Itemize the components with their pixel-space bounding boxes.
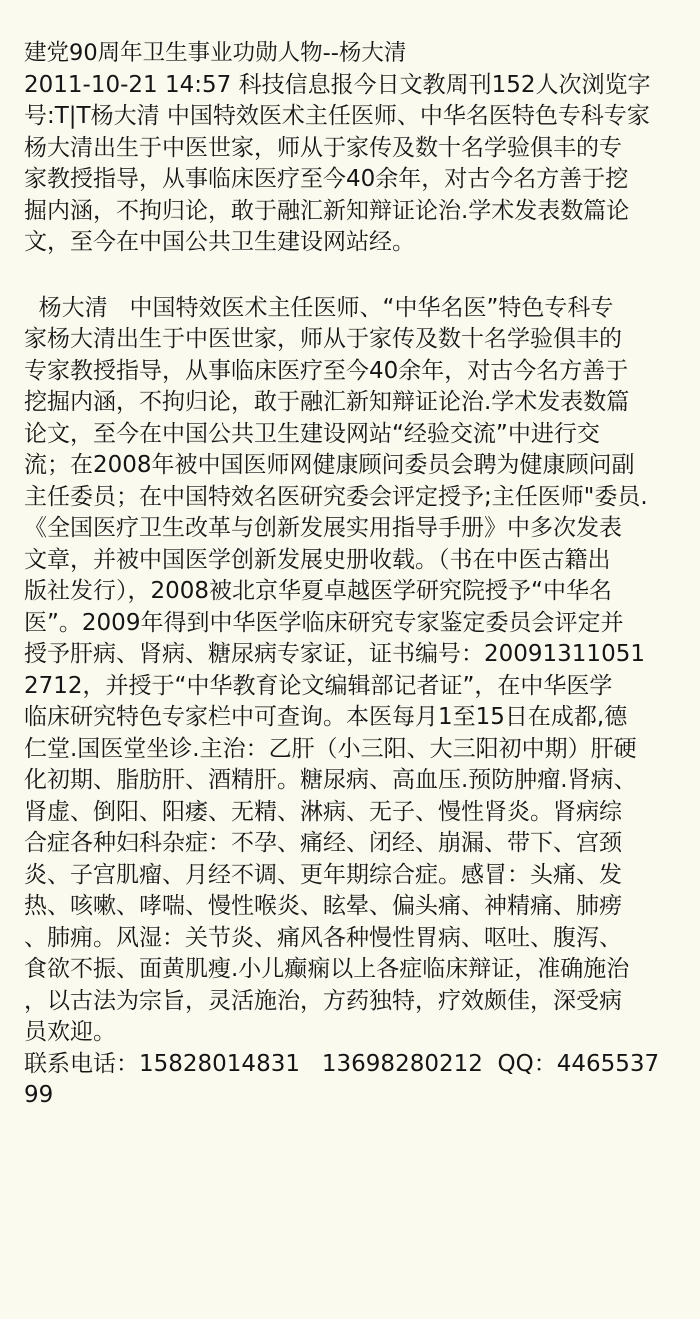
body-line: 肾虚、倒阳、阳痿、无精、淋病、无子、慢性肾炎。肾病综 [24, 798, 622, 825]
body-line: 、肺痈。风湿：关节炎、痛风各种慢性胃病、呕吐、腹泻、 [24, 924, 622, 951]
intro-line: 杨大清出生于中医世家，师从于家传及数十名学验俱丰的专 [24, 134, 622, 161]
body-line: 挖掘内涵，不拘归论，敢于融汇新知辩证论治.学术发表数篇 [24, 389, 630, 415]
article-meta-line: 号:T|T杨大清 中国特效医术主任医师、中华名医特色专科专家 [24, 103, 650, 129]
body-line: 文章，并被中国医学创新发展史册收载。（书在中医古籍出 [24, 546, 611, 573]
body-line: 仁堂.国医堂坐诊.主治：乙肝（小三阳、大三阳初中期）肝硬 [24, 735, 637, 762]
body-line: 临床研究特色专家栏中可查询。本医每月1至15日在成都,德 [24, 704, 628, 730]
body-line: 炎、子宫肌瘤、月经不调、更年期综合症。感冒：头痛、发 [24, 861, 622, 888]
intro-paragraph [24, 133, 678, 259]
body-line: 热、咳嗽、哮喘、慢性喉炎、眩晕、偏头痛、神精痛、肺痨 [24, 893, 622, 919]
body-line: 主任委员；在中国特效名医研究委会评定授予;主任医师"委员. [24, 483, 648, 510]
contact-phone-line: 联系电话：15828014831 13698280212 QQ：4465537 [24, 1050, 660, 1077]
intro-line: 掘内涵，不拘归论，敢于融汇新知辩证论治.学术发表数篇论 [24, 197, 630, 224]
intro-line: 文，至今在中国公共卫生建设网站经。 [24, 229, 415, 255]
body-line: 流；在2008年被中国医师网健康顾问委员会聘为健康顾问副 [24, 452, 635, 478]
article-meta-line: 2011-10-21 14:57 科技信息报今日文教周刊152人次浏览字 [24, 71, 651, 98]
body-line: 版社发行），2008被北京华夏卓越医学研究院授予“中华名 [24, 578, 612, 604]
body-line: 食欲不振、面黄肌瘦.小儿癫痫以上各症临床辩证，准确施治 [24, 956, 630, 982]
body-line: 员欢迎。 [24, 1019, 116, 1045]
contact-qq-continuation: 99 [24, 1082, 54, 1108]
body-line: 杨大清 中国特效医术主任医师、“中华名医”特色专科专 [24, 294, 614, 321]
body-line: 家杨大清出生于中医世家，师从于家传及数十名学验俱丰的 [24, 326, 622, 352]
body-paragraph [24, 293, 678, 1049]
body-line: ，以古法为宗旨，灵活施治，方药独特，疗效颇佳，深受病 [24, 987, 622, 1014]
body-line: 医”。2009年得到中华医学临床研究专家鉴定委员会评定并 [24, 609, 624, 636]
paragraph-spacer [24, 259, 678, 293]
contact-block [24, 1049, 678, 1112]
body-line: 《全国医疗卫生改革与创新发展实用指导手册》中多次发表 [24, 515, 622, 541]
body-line: 合症各种妇科杂症：不孕、痛经、闭经、崩漏、带下、宫颈 [24, 830, 622, 856]
article-title: 建党90周年卫生事业功勋人物--杨大清 [24, 40, 407, 66]
body-line: 论文，至今在中国公共卫生建设网站“经验交流”中进行交 [24, 420, 600, 447]
body-line: 2712，并授于“中华教育论文编辑部记者证”，在中华医学 [24, 672, 613, 699]
intro-line: 家教授指导，从事临床医疗至今40余年，对古今名方善于挖 [24, 166, 629, 192]
body-line: 化初期、脂肪肝、酒精肝。糖尿病、高血压.预防肿瘤.肾病、 [24, 767, 637, 793]
body-line: 授予肝病、肾病、糖尿病专家证，证书编号：20091311051 [24, 641, 645, 667]
body-line: 专家教授指导，从事临床医疗至今40余年，对古今名方善于 [24, 357, 629, 384]
